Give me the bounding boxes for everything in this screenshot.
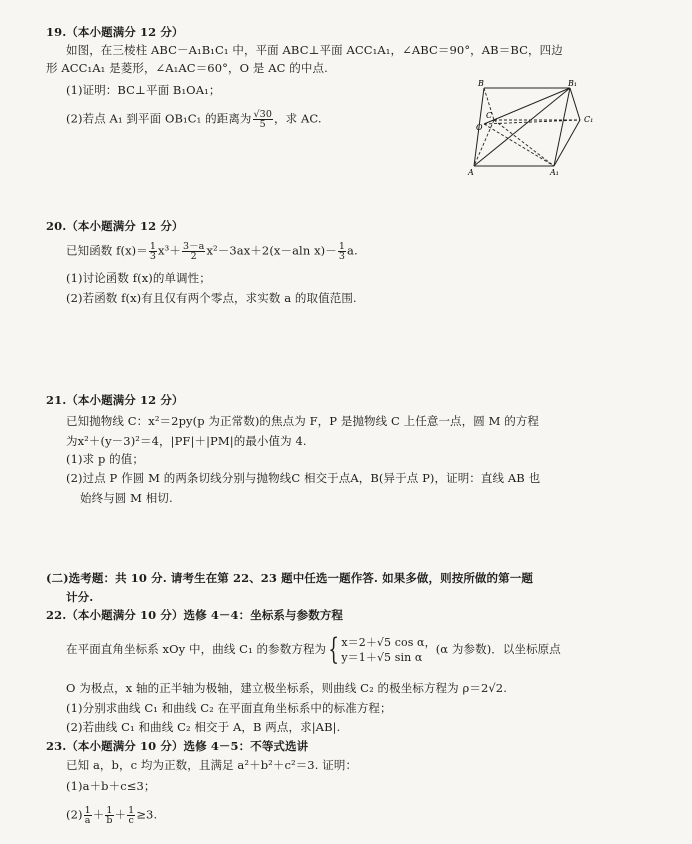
q19-line2: 形 ACC₁A₁ 是菱形，∠A₁AC＝60°，O 是 AC 的中点. [46,61,328,75]
q19-distance-fraction [253,110,273,129]
label-B: B [478,79,484,88]
edge-C1A1 [554,120,580,166]
edge-OA1 [484,124,554,166]
q20-func-text: x²－3ax＋2(x－aln x)－ [206,243,337,258]
frac-denominator: b [106,815,113,826]
q19-part2-tail: ，求 AC. [273,111,322,126]
system-eq-y: y＝1＋√5 sin α [341,651,423,664]
q22-text: (α 为参数)．以坐标原点 [435,642,561,656]
q21-part1: (1)求 p 的值； [66,452,144,466]
q20-fraction-1 [149,242,157,261]
label-C1: C₁ [584,115,594,124]
q21-part2-line1: (2)过点 P 作圆 M 的两条切线分别与抛物线C 相交于点A，B(异于点 P)，证明：直线 AB 也 [66,471,541,485]
q21-line1: 已知抛物线 C：x²＝2py(p 为正常数)的焦点为 F，P 是抛物线 C 上任意一点，圆 M 的方程 [66,414,540,428]
label-B1: B₁ [568,79,578,88]
q22-part2: (2)若曲线 C₁ 和曲线 C₂ 相交于 A，B 两点，求|AB|. [66,720,341,734]
frac-numerator: 1 [128,805,135,816]
prism-figure [466,78,606,178]
frac-denominator: c [128,815,134,826]
frac-numerator: 3－a [182,241,205,252]
q23-header: 23.（本小题满分 10 分）选修 4－5：不等式选讲 [46,739,309,753]
q22-part1: (1)分别求曲线 C₁ 和曲线 C₂ 在平面直角坐标系中的标准方程； [66,701,392,715]
label-O: O [476,123,483,132]
elective-line1: (二)选考题：共 10 分. 请考生在第 22、23 题中任选一题作答. 如果多做，则按所做的第一题 [46,571,533,585]
frac-numerator: 1 [106,805,113,816]
edge-B1A1 [554,88,570,166]
frac-denominator: a [84,815,91,826]
q20-part1: (1)讨论函数 f(x)的单调性； [66,271,211,285]
q23-part1: (1)a＋b＋c≤3； [66,779,156,793]
q23-fraction-a [84,806,92,825]
q22-line1 [66,632,561,666]
frac-numerator: √30 [253,109,272,120]
q19-part2 [66,110,322,129]
q20-header: 20.（本小题满分 12 分） [46,219,184,233]
frac-numerator: 1 [84,805,91,816]
q20-line1 [66,242,358,261]
q23-line1: 已知 a，b，c 均为正数，且满足 a²＋b²＋c²＝3. 证明： [66,758,358,772]
q19-part1: (1)证明：BC⊥平面 B₁OA₁； [66,83,221,97]
plus-sign: ＋ [92,807,105,822]
q19-part2-text: (2)若点 A₁ 到平面 OB₁C₁ 的距离为 [66,111,252,126]
q22-text: 在平面直角坐标系 xOy 中，曲线 C₁ 的参数方程为 [66,642,327,656]
q21-header: 21.（本小题满分 12 分） [46,393,184,407]
q22-header: 22.（本小题满分 10 分）选修 4－4：坐标系与参数方程 [46,608,344,622]
q19-line1: 如图，在三棱柱 ABC－A₁B₁C₁ 中，平面 ABC⊥平面 ACC₁A₁，∠ABC＝90°，AB＝BC，四边 [66,43,563,57]
label-A1: A₁ [550,168,559,177]
edge-OB1 [484,88,570,124]
q20-part2: (2)若函数 f(x)有且仅有两个零点，求实数 a 的取值范围. [66,291,357,305]
frac-denominator: 3 [149,251,157,262]
left-brace: { [328,632,340,667]
system-eq-x: x＝2＋√5 cos α， [341,636,436,649]
edge-B1C1 [570,88,580,120]
q21-part2-line2: 始终与圆 M 相切. [80,491,173,505]
q20-func-text: x³＋ [158,243,181,258]
elective-line2: 计分. [66,590,94,604]
q21-line2: 为x²＋(y－3)²＝4，|PF|＋|PM|的最小值为 4. [66,434,307,448]
q20-func-text: a. [347,243,358,258]
label-A: A [468,168,474,177]
frac-numerator: 1 [149,241,157,252]
q23-fraction-b [105,806,113,825]
frac-denominator: 2 [190,251,197,262]
q19-header: 19.（本小题满分 12 分） [46,25,184,39]
q22-param-system [341,635,435,665]
q22-line2: O 为极点，x 轴的正半轴为极轴，建立极坐标系，则曲线 C₂ 的极坐标方程为 ρ＝2√2. [66,681,507,695]
q23-fraction-c [127,806,135,825]
q20-fraction-3 [338,242,346,261]
label-C: C [486,111,493,120]
q20-func-text: 已知函数 f(x)＝ [66,243,148,258]
frac-denominator: 5 [259,119,266,130]
q23-text: ≥3. [136,807,158,822]
frac-denominator: 3 [338,251,346,262]
frac-numerator: 1 [338,241,346,252]
q23-text: (2) [66,807,83,822]
q23-part2 [66,806,157,825]
q20-fraction-2 [182,242,206,261]
plus-sign: ＋ [114,807,127,822]
